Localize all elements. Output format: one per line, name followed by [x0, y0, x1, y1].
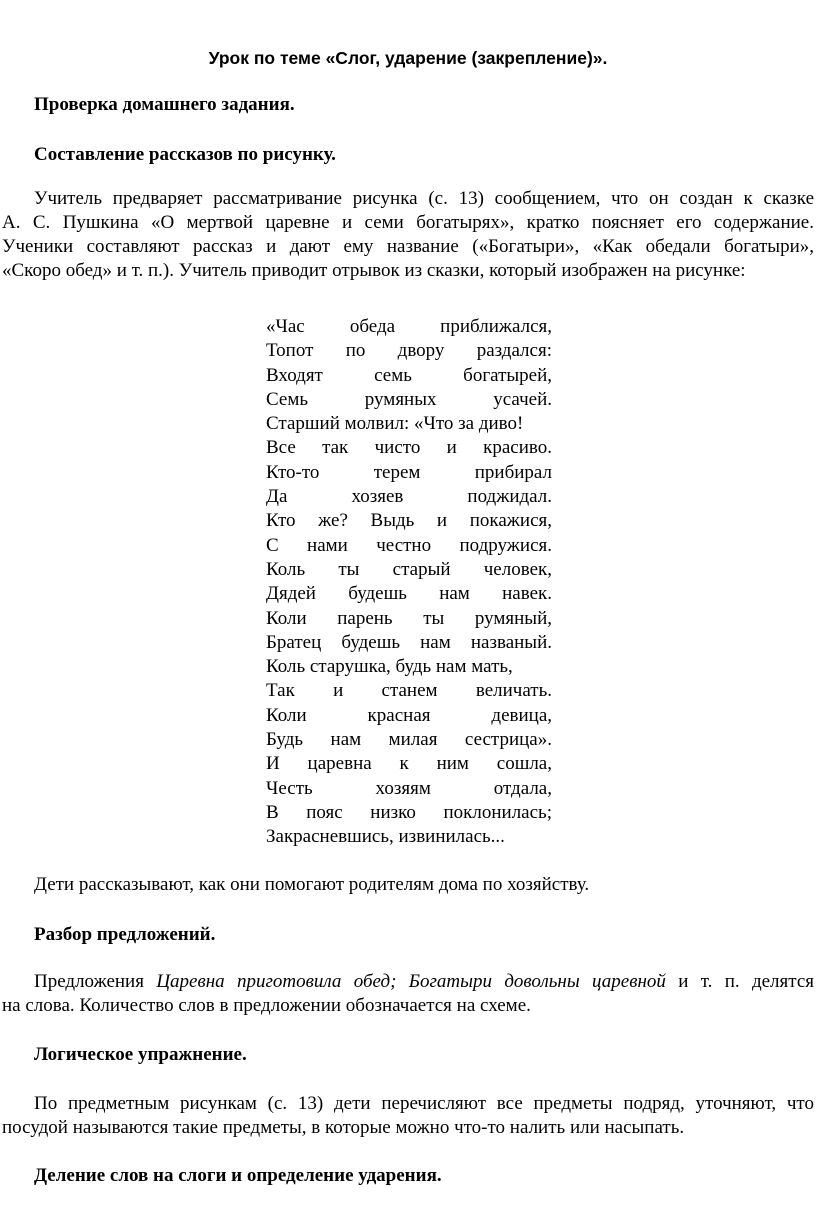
- poem-line: Кто-то терем прибирал: [266, 461, 552, 483]
- heading-stories: Составление рассказов по рисунку.: [34, 144, 336, 165]
- poem-line: «Час обеда приближался,: [266, 316, 552, 337]
- logic-line: По предметным рисункам (с. 13) дети перечисляют все предметы подряд, уточняют, что: [34, 1093, 814, 1114]
- intro-line: А. С. Пушкина «О мертвой царевне и семи богатырях», кратко поясняет его содержание.: [2, 212, 814, 233]
- intro-paragraph: [2, 187, 814, 283]
- poem-line: Коли парень ты румяный,: [266, 607, 552, 629]
- heading-logic: Логическое упражнение.: [34, 1044, 247, 1065]
- poem-line: Да хозяев поджидал.: [266, 486, 552, 508]
- poem-line: Коль старушка, будь нам мать,: [266, 656, 513, 678]
- poem-line: Все так чисто и красиво.: [266, 437, 552, 459]
- poem-line: Так и станем величать.: [266, 680, 552, 702]
- poem-line: В пояс низко поклонилась;: [266, 801, 552, 823]
- poem-line: И царевна к ним сошла,: [266, 753, 552, 775]
- sentences-suffix: и т. п. делятся: [665, 971, 814, 992]
- poem-line: Дядей будешь нам навек.: [266, 583, 552, 605]
- intro-line: Ученики составляют рассказ и дают ему название («Богатыри», «Как обедали богатыри»,: [2, 236, 814, 257]
- intro-line: Учитель предваряет рассматривание рисунка (с. 13) сообщением, что он создан к сказке: [34, 188, 814, 209]
- children-line: Дети рассказывают, как они помогают родителям дома по хозяйству.: [34, 874, 590, 895]
- poem-line: Старший молвил: «Что за диво!: [266, 413, 524, 435]
- intro-line: «Скоро обед» и т. п.). Учитель приводит отрывок из сказки, который изображен на рисунке:: [2, 260, 746, 281]
- heading-sentences: Разбор предложений.: [34, 924, 216, 945]
- poem-line: Коли красная девица,: [266, 704, 552, 726]
- lesson-title: Урок по теме «Слог, ударение (закрепление)».: [208, 48, 608, 68]
- poem-line: Коль ты старый человек,: [266, 558, 552, 580]
- poem-line: Топот по двору раздался:: [266, 340, 552, 362]
- poem-line: Входят семь богатырей,: [266, 364, 552, 386]
- sentences-line: на слова. Количество слов в предложении обозначается на схеме.: [2, 995, 531, 1016]
- poem-line: Семь румяных усачей.: [266, 388, 552, 410]
- poem-excerpt: [266, 315, 552, 850]
- poem-line: Закрасневшись, извинилась...: [266, 826, 505, 848]
- poem-line: Честь хозяям отдала,: [266, 777, 552, 799]
- poem-line: Кто же? Выдь и покажися,: [266, 510, 552, 532]
- sentences-prefix: Предложения: [34, 971, 157, 992]
- logic-line: посудой называются такие предметы, в которые можно что-то налить или насыпать.: [2, 1117, 685, 1138]
- poem-line: С нами честно подружися.: [266, 534, 552, 556]
- poem-line: Будь нам милая сестрица».: [266, 729, 552, 751]
- heading-syllables: Деление слов на слоги и определение ударения.: [34, 1165, 442, 1186]
- sentences-paragraph: [2, 970, 814, 1018]
- poem-line: Братец будешь нам названый.: [266, 631, 552, 653]
- example-sentences: Царевна приготовила обед; Богатыри довольны царевной: [156, 971, 666, 992]
- heading-homework: Проверка домашнего задания.: [34, 94, 295, 115]
- sentences-line: [2, 970, 814, 994]
- children-paragraph: [2, 873, 814, 897]
- logic-paragraph: [2, 1092, 814, 1140]
